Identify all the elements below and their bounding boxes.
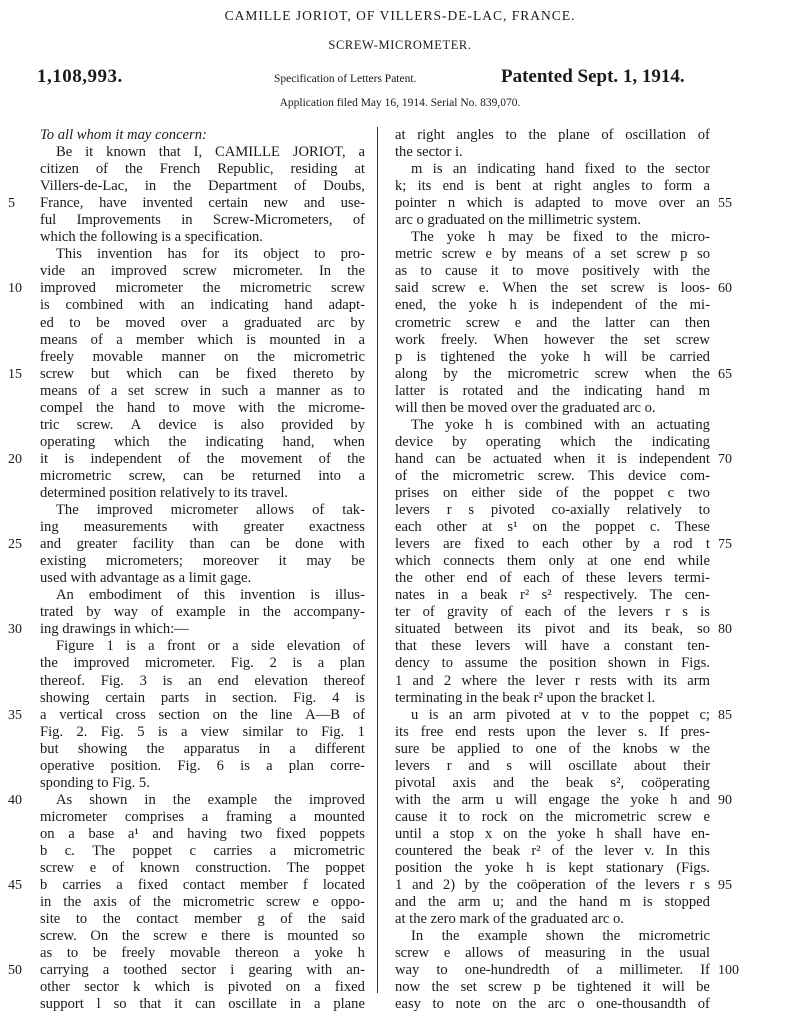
text-line: but showing the apparatus in a different: [40, 740, 365, 757]
inventor-line: CAMILLE JORIOT, OF VILLERS-DE-LAC, FRANCE.: [224, 8, 576, 23]
text-line: determined position relatively to its travel.: [40, 484, 289, 501]
application-filed: Application filed May 16, 1914. Serial No. 839,070.: [279, 97, 521, 109]
text-line: tric screw. A device is also provided by: [40, 416, 365, 433]
text-line: will then be moved over the graduated arc o.: [395, 399, 656, 416]
text-line: operative position. Fig. 6 is a plan corre-: [40, 757, 365, 774]
line-number: 100: [718, 963, 739, 979]
text-line: is combined with an indicating hand adapt-: [40, 297, 365, 314]
text-line: its free end rests upon the lever s. If pres-: [395, 723, 710, 740]
text-line: device by operating which the indicating: [395, 433, 710, 450]
text-line: easy to note on the arc o one-thousandth of: [395, 996, 710, 1013]
text-line: pivotal axis and the beak s², coöperating: [395, 774, 710, 791]
text-line: carrying a toothed sector i gearing with an-: [40, 962, 365, 979]
text-line: Be it known that I, CAMILLE JORIOT, a: [56, 144, 365, 161]
text-line: nates in a beak r² s² respectively. The cen-: [395, 587, 710, 604]
text-line: levers r and s will oscillate about their: [395, 757, 710, 774]
line-number: 30: [8, 622, 22, 638]
text-line: ter of gravity of each of the levers r s is: [395, 604, 710, 621]
text-line: as to be freely movable thereon a yoke h: [40, 945, 365, 962]
text-line: now the set screw p be tightened it will be: [395, 979, 710, 996]
line-number: 15: [8, 366, 22, 382]
text-line: until a stop x on the yoke h shall have en-: [395, 825, 710, 842]
line-number: 45: [8, 878, 22, 894]
patent-number: 1,108,993.: [37, 66, 123, 87]
text-line: at the zero mark of the graduated arc o.: [395, 911, 624, 928]
line-number: 25: [8, 537, 22, 553]
text-line: trated by way of example in the accompany-: [40, 604, 365, 621]
text-line: it is independent of the movement of the: [40, 450, 365, 467]
right-text-column: [395, 127, 710, 1013]
text-line: terminating in the beak r² upon the bracket l.: [395, 689, 656, 706]
text-line: freely movable manner on the micrometric: [40, 348, 365, 365]
line-number: 60: [718, 281, 732, 297]
text-line: which connects them only at one end while: [395, 553, 710, 570]
text-line: support l so that it can oscillate in a plane: [40, 996, 365, 1013]
text-line: b c. The poppet c carries a micrometric: [40, 842, 365, 859]
text-line: The yoke h may be fixed to the micro-: [411, 229, 710, 246]
text-line: Fig. 2. Fig. 5 is a view similar to Fig. 1: [40, 723, 365, 740]
text-line: each other at s¹ on the poppet c. These: [395, 519, 710, 536]
text-line: micrometric screw, can be returned into a: [40, 467, 365, 484]
text-line: position the yoke h is kept stationary (Figs.: [395, 860, 710, 877]
text-line: and greater facility than can be done with: [40, 536, 365, 553]
text-line: screw. On the screw e there is mounted so: [40, 928, 365, 945]
text-line: at right angles to the plane of oscillation of: [395, 127, 710, 143]
text-line: screw e of known construction. The poppet: [40, 860, 365, 877]
text-line: citizen of the French Republic, residing at: [40, 161, 365, 178]
text-line: as to cause it to move positively with the: [395, 263, 710, 280]
text-line: This invention has for its object to pro-: [56, 246, 365, 263]
text-line: the improved micrometer. Fig. 2 is a plan: [40, 655, 365, 672]
text-line: ened, the yoke h is independent of the mi-: [395, 297, 710, 314]
text-line: work freely. When however the set screw: [395, 331, 710, 348]
text-line: hand can be actuated when it is independent: [395, 450, 710, 467]
text-line: means of a set screw in such a manner as to: [40, 382, 365, 399]
text-line: sponding to Fig. 5.: [40, 774, 150, 791]
line-number: 90: [718, 792, 732, 808]
text-line: screw e allows of measuring in the usual: [395, 945, 710, 962]
text-line: levers are fixed to each other by a rod t: [395, 536, 710, 553]
text-line: ed to be moved over a graduated arc by: [40, 314, 365, 331]
text-line: 1 and 2) by the coöperation of the levers r s: [395, 877, 710, 894]
text-line: France, have invented certain new and use-: [40, 195, 365, 212]
text-line: metric screw e by means of a set screw p so: [395, 246, 710, 263]
text-line: other sector k which is pivoted on a fixed: [40, 979, 365, 996]
text-line: means of a member which is mounted in a: [40, 331, 365, 348]
text-line: screw but which can be fixed thereto by: [40, 365, 365, 382]
line-number: 95: [718, 878, 732, 894]
text-line: The improved micrometer allows of tak-: [56, 502, 365, 519]
text-line: on a base a¹ and having two fixed poppets: [40, 825, 365, 842]
text-line: the other end of each of these levers termi-: [395, 570, 710, 587]
text-line: vide an improved screw micrometer. In the: [40, 263, 365, 280]
line-number: 55: [718, 196, 732, 212]
text-line: that these levers will have a constant ten-: [395, 638, 710, 655]
text-line: As shown in the example the improved: [56, 791, 365, 808]
text-line: improved micrometer the micrometric screw: [40, 280, 365, 297]
text-line: sure be applied to one of the knobs w the: [395, 740, 710, 757]
patent-title: SCREW-MICROMETER.: [328, 38, 472, 52]
text-line: said screw e. When the set screw is loos-: [395, 280, 710, 297]
column-divider: [377, 127, 378, 993]
text-line: Villers-de-Lac, in the Department of Doubs,: [40, 178, 365, 195]
line-number: 85: [718, 707, 732, 723]
text-line: k; its end is bent at right angles to form a: [395, 178, 710, 195]
text-line: The yoke h is combined with an actuating: [411, 416, 710, 433]
text-line: compel the hand to move with the microme-: [40, 399, 365, 416]
text-line: way to one-hundredth of a millimeter. If: [395, 962, 710, 979]
text-line: Figure 1 is a front or a side elevation of: [56, 638, 365, 655]
text-line: of the micrometric screw. This device com-: [395, 467, 710, 484]
text-line: u is an arm pivoted at v to the poppet c;: [411, 706, 710, 723]
line-number: 20: [8, 451, 22, 467]
text-line: existing micrometers; moreover it may be: [40, 553, 365, 570]
text-line: pointer n which is adapted to move over an: [395, 195, 710, 212]
text-line: situated between its pivot and its beak, so: [395, 621, 710, 638]
text-line: p is tightened the yoke h will be carried: [395, 348, 710, 365]
text-line: the sector i.: [395, 144, 463, 161]
text-line: dency to assume the position shown in Figs.: [395, 655, 710, 672]
line-number: 80: [718, 622, 732, 638]
text-line: cause it to rock on the micrometric screw e: [395, 808, 710, 825]
text-line: m is an indicating hand fixed to the sector: [411, 161, 710, 178]
text-line: showing certain parts in section. Fig. 4 is: [40, 689, 365, 706]
text-line: ful Improvements in Screw-Micrometers, of: [40, 212, 365, 229]
text-line: ing measurements with greater exactness: [40, 519, 365, 536]
text-line: along by the micrometric screw when the: [395, 365, 710, 382]
text-line: crometric screw e and the latter can then: [395, 314, 710, 331]
line-number: 5: [8, 196, 15, 212]
left-text-column: [40, 127, 365, 1013]
line-number: 50: [8, 963, 22, 979]
specification-label: Specification of Letters Patent.: [274, 73, 417, 85]
text-line: To all whom it may concern:: [40, 127, 207, 143]
text-line: micrometer comprises a framing a mounted: [40, 808, 365, 825]
text-line: b carries a fixed contact member f located: [40, 877, 365, 894]
text-line: with the arm u will engage the yoke h and: [395, 791, 710, 808]
line-number: 70: [718, 451, 732, 467]
line-number: 35: [8, 707, 22, 723]
patented-date: Patented Sept. 1, 1914.: [501, 66, 685, 87]
line-number: 75: [718, 537, 732, 553]
text-line: 1 and 2 where the lever r rests with its arm: [395, 672, 710, 689]
text-line: levers r s pivoted co-axially relatively to: [395, 502, 710, 519]
text-line: a vertical cross section on the line A—B of: [40, 706, 365, 723]
text-line: ing drawings in which:—: [40, 621, 189, 638]
text-line: site to the contact member g of the said: [40, 911, 365, 928]
text-line: and the arm u; and the hand m is stopped: [395, 894, 710, 911]
text-line: In the example shown the micrometric: [411, 928, 710, 945]
text-line: An embodiment of this invention is illus-: [56, 587, 365, 604]
text-line: thereof. Fig. 3 is an end elevation thereof: [40, 672, 365, 689]
line-number: 65: [718, 366, 732, 382]
text-line: which the following is a specification.: [40, 229, 263, 246]
text-line: arc o graduated on the millimetric system.: [395, 212, 641, 229]
text-line: latter is rotated and the indicating hand m: [395, 382, 710, 399]
text-line: used with advantage as a limit gage.: [40, 570, 252, 587]
text-line: prises on either side of the poppet c two: [395, 484, 710, 501]
line-number: 40: [8, 792, 22, 808]
line-number: 10: [8, 281, 22, 297]
text-line: countered the beak r² of the lever v. In this: [395, 842, 710, 859]
text-line: operating which the indicating hand, when: [40, 433, 365, 450]
text-line: in the axis of the micrometric screw e oppo-: [40, 894, 365, 911]
